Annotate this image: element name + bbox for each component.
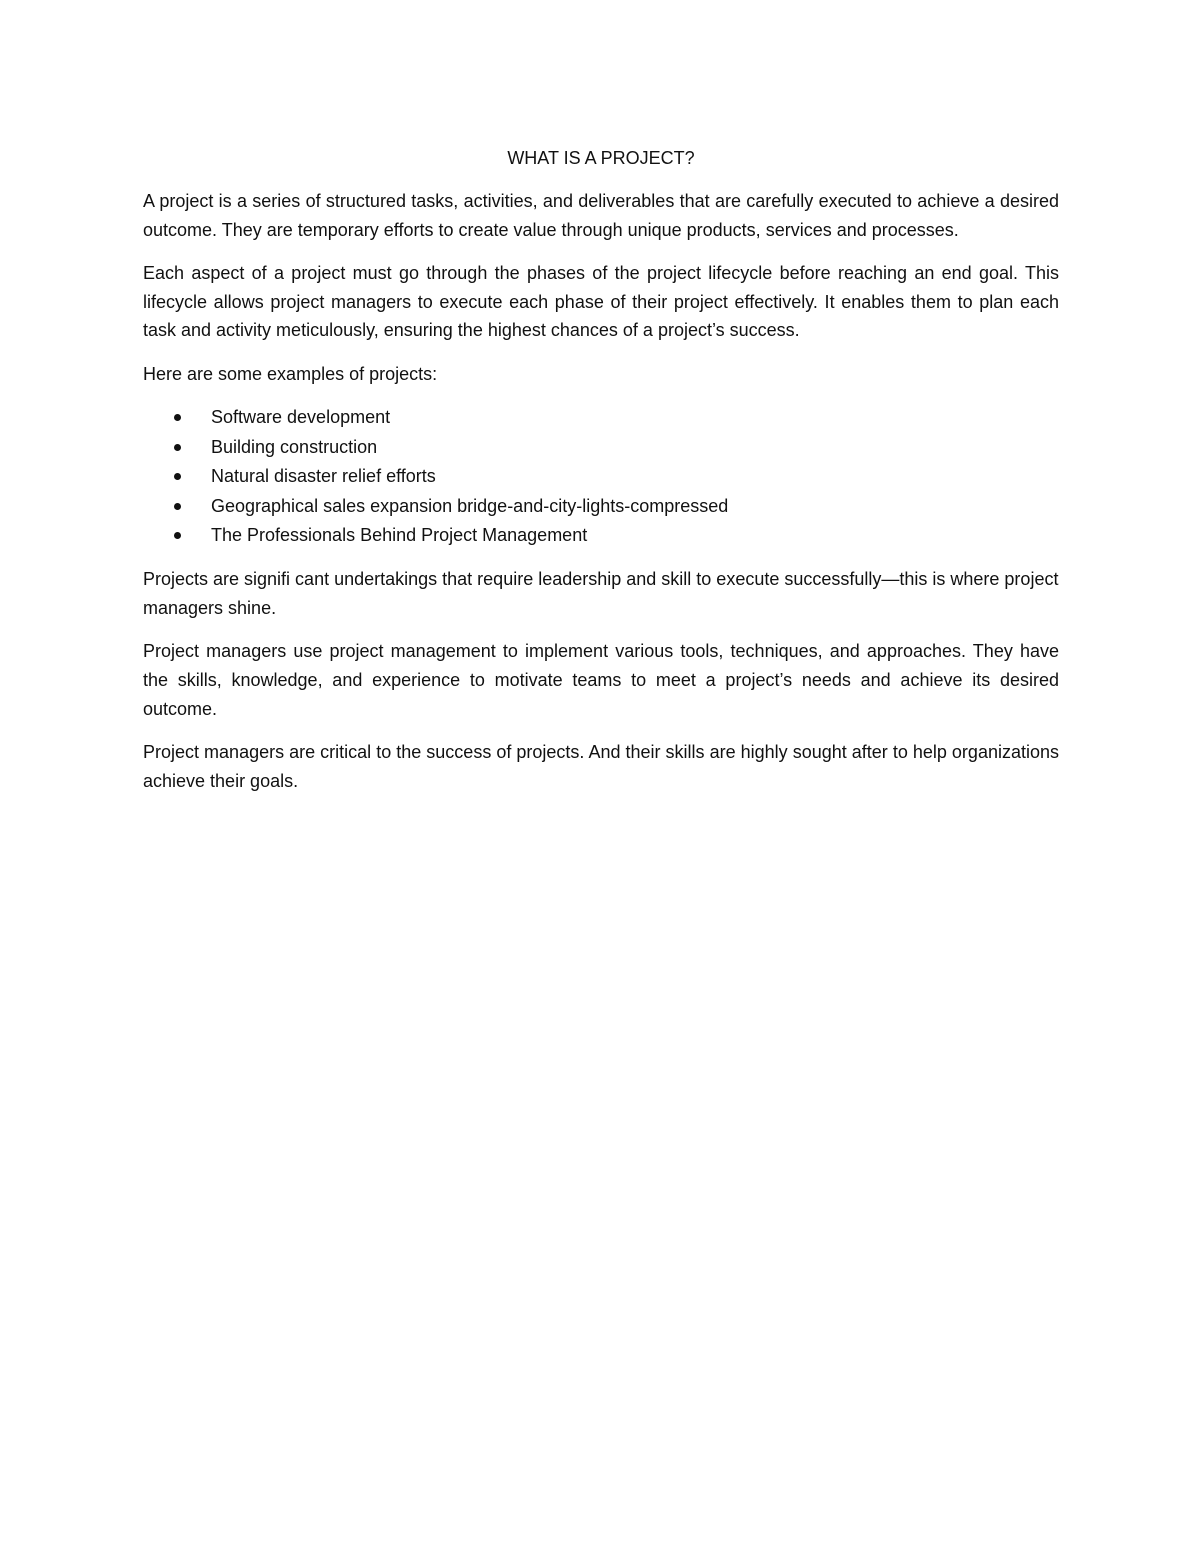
examples-list — [143, 403, 1059, 551]
bullet-icon — [174, 503, 181, 510]
bullet-icon — [174, 444, 181, 451]
list-item — [143, 433, 1059, 463]
paragraph-critical: Project managers are critical to the success of projects. And their skills are highly sought after to help organizations achieve their goals. — [143, 742, 1059, 791]
list-item-text: Building construction — [211, 436, 378, 457]
paragraph-lifecycle: Each aspect of a project must go through the phases of the project lifecycle before reaching an end goal. This lifecycle allows project managers to execute each phase of their project effectively. It enables them to plan each task and activity meticulously, ensuring the highest chances of a project’s success. — [143, 262, 1059, 341]
list-item — [143, 521, 1059, 551]
bullet-icon — [174, 532, 181, 539]
list-item-text: Geographical sales expansion bridge-and-city-lights-compressed — [211, 495, 729, 516]
paragraph-project-managers: Project managers use project management to implement various tools, techniques, and approaches. They have the skills, knowledge, and experience to motivate teams to meet a project’s needs and achieve its desired outcome. — [143, 641, 1059, 719]
list-item-text: Software development — [211, 407, 391, 428]
list-item-text: The Professionals Behind Project Management — [211, 525, 588, 546]
list-item — [143, 492, 1059, 522]
document-body — [143, 144, 1059, 810]
paragraph-significance: Projects are signifi cant undertakings that require leadership and skill to execute successfully—this is where project managers shine. — [143, 569, 1059, 618]
examples-intro: Here are some examples of projects: — [143, 363, 438, 384]
list-item-text: Natural disaster relief efforts — [211, 466, 436, 487]
bullet-icon — [174, 473, 181, 480]
document-title: WHAT IS A PROJECT? — [507, 148, 695, 168]
paragraph-definition: A project is a series of structured tasks, activities, and deliverables that are carefully executed to achieve a desired outcome. They are temporary efforts to create value through unique products, services and processes. — [143, 190, 1059, 240]
list-item — [143, 462, 1059, 492]
bullet-icon — [174, 414, 181, 421]
list-item — [143, 403, 1059, 433]
